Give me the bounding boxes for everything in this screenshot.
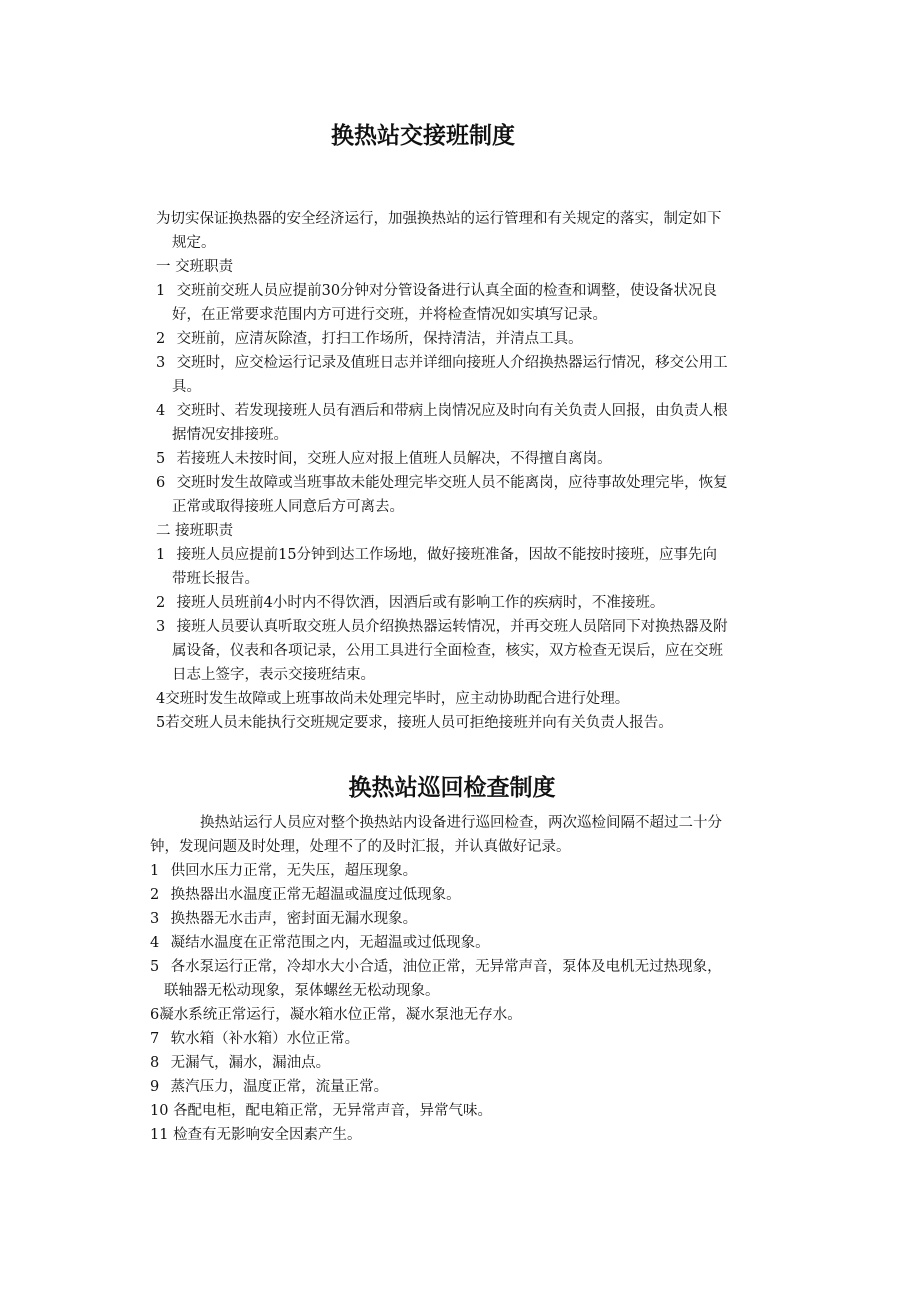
item-text: 交班前，应清灰除渣，打扫工作场所，保持清洁，并清点工具。 xyxy=(176,331,583,347)
item-text: 供回水压力正常，无失压，超压现象。 xyxy=(170,863,418,879)
item-text: 交班前交班人员应提前30分钟对分管设备进行认真全面的检查和调整，使设备状况良 xyxy=(176,283,718,299)
check-item xyxy=(150,907,800,931)
section2-item xyxy=(156,711,796,735)
item-number: 8 xyxy=(150,1055,160,1071)
doc1-intro-line2: 规定。 xyxy=(172,235,216,251)
check-item xyxy=(150,1123,800,1147)
item-number: 4 xyxy=(156,691,166,707)
item-text: 蒸汽压力，温度正常，流量正常。 xyxy=(170,1079,389,1095)
check-item xyxy=(150,955,800,1003)
check-item xyxy=(150,1075,800,1099)
item-number: 3 xyxy=(156,355,166,371)
item-text: 检查有无影响安全因素产生。 xyxy=(173,1127,362,1143)
doc1-title: 换热站交接班制度 xyxy=(331,122,515,149)
item-number: 5 xyxy=(156,715,166,731)
item-text: 各配电柜，配电箱正常，无异常声音，异常气味。 xyxy=(173,1103,493,1119)
item-text-cont: 正常或取得接班人同意后方可离去。 xyxy=(172,499,404,515)
doc2-body xyxy=(150,811,800,1147)
item-text: 各水泵运行正常，冷却水大小合适，油位正常，无异常声音，泵体及电机无过热现象， xyxy=(170,959,722,975)
section1-list xyxy=(156,279,796,519)
doc1-intro-line1: 为切实保证换热器的安全经济运行，加强换热站的运行管理和有关规定的落实，制定如下 xyxy=(156,211,722,227)
section1-item xyxy=(156,399,796,447)
item-number: 5 xyxy=(150,959,160,975)
check-item xyxy=(150,1003,800,1027)
item-number: 9 xyxy=(150,1079,160,1095)
check-item xyxy=(150,883,800,907)
item-number: 1 xyxy=(150,863,160,879)
doc2-list xyxy=(150,859,800,1147)
doc2-title: 换热站巡回检查制度 xyxy=(348,774,556,801)
section2-item xyxy=(156,615,796,687)
item-text: 接班人员班前4小时内不得饮酒，因酒后或有影响工作的疾病时，不准接班。 xyxy=(176,595,665,611)
section2-list xyxy=(156,543,796,735)
item-number: 5 xyxy=(156,451,166,467)
check-item xyxy=(150,1051,800,1075)
item-text-cont: 属设备，仪表和各项记录，公用工具进行全面检查，核实，双方检查无误后，应在交班 xyxy=(172,643,723,659)
section1-item xyxy=(156,471,796,519)
item-text: 交班时发生故障或当班事故未能处理完毕交班人员不能离岗，应待事故处理完毕，恢复 xyxy=(176,475,728,491)
doc1-body xyxy=(156,207,796,735)
section1-item xyxy=(156,447,796,471)
item-number: 4 xyxy=(150,935,160,951)
doc2-intro-line2: 钟，发现问题及时处理，处理不了的及时汇报，并认真做好记录。 xyxy=(150,839,571,855)
item-text: 若交班人员未能执行交班规定要求，接班人员可拒绝接班并向有关负责人报告。 xyxy=(165,715,673,731)
section1-item xyxy=(156,351,796,399)
item-number: 11 xyxy=(150,1127,169,1143)
check-item xyxy=(150,1027,800,1051)
item-text: 交班时，应交检运行记录及值班日志并详细向接班人介绍换热器运行情况，移交公用工 xyxy=(176,355,728,371)
section1-item xyxy=(156,279,796,327)
item-number: 2 xyxy=(156,331,166,347)
item-text: 凝水系统正常运行，凝水箱水位正常，凝水泵池无存水。 xyxy=(159,1007,522,1023)
item-text: 交班时发生故障或上班事故尚未处理完毕时，应主动协助配合进行处理。 xyxy=(165,691,630,707)
check-item xyxy=(150,931,800,955)
item-number: 6 xyxy=(156,475,166,491)
item-number: 2 xyxy=(156,595,166,611)
item-text-cont: 联轴器无松动现象，泵体螺丝无松动现象。 xyxy=(164,983,440,999)
section2-heading: 二 接班职责 xyxy=(156,523,234,539)
item-number: 3 xyxy=(156,619,166,635)
item-text: 接班人员要认真听取交班人员介绍换热器运转情况，并再交班人员陪同下对换热器及附 xyxy=(176,619,728,635)
item-text-cont: 据情况安排接班。 xyxy=(172,427,288,443)
item-text: 若接班人未按时间，交班人应对报上值班人员解决，不得擅自离岗。 xyxy=(176,451,612,467)
section1-item xyxy=(156,327,796,351)
check-item xyxy=(150,1099,800,1123)
item-text-cont: 好，在正常要求范围内方可进行交班，并将检查情况如实填写记录。 xyxy=(172,307,607,323)
item-number: 6 xyxy=(150,1007,160,1023)
item-text: 交班时、若发现接班人员有酒后和带病上岗情况应及时向有关负责人回报，由负责人根 xyxy=(176,403,728,419)
section2-item xyxy=(156,687,796,711)
item-number: 2 xyxy=(150,887,160,903)
item-text-cont: 日志上签字，表示交接班结束。 xyxy=(172,667,375,683)
item-text-cont: 具。 xyxy=(172,379,201,395)
doc2-intro-line1: 换热站运行人员应对整个换热站内设备进行巡回检查，两次巡检间隔不超过二十分 xyxy=(200,815,722,831)
section2-item xyxy=(156,591,796,615)
item-text-cont: 带班长报告。 xyxy=(172,571,259,587)
item-text: 接班人员应提前15分钟到达工作场地，做好接班准备，因故不能按时接班，应事先向 xyxy=(176,547,718,563)
section2-item xyxy=(156,543,796,591)
item-text: 换热器出水温度正常无超温或温度过低现象。 xyxy=(170,887,461,903)
item-text: 软水箱（补水箱）水位正常。 xyxy=(170,1031,360,1047)
item-text: 换热器无水击声，密封面无漏水现象。 xyxy=(170,911,418,927)
item-number: 10 xyxy=(150,1103,169,1119)
check-item xyxy=(150,859,800,883)
item-text: 凝结水温度在正常范围之内，无超温或过低现象。 xyxy=(170,935,490,951)
item-number: 7 xyxy=(150,1031,160,1047)
item-number: 1 xyxy=(156,283,166,299)
item-number: 4 xyxy=(156,403,166,419)
section1-heading: 一 交班职责 xyxy=(156,259,234,275)
item-text: 无漏气，漏水，漏油点。 xyxy=(170,1055,331,1071)
item-number: 3 xyxy=(150,911,160,927)
item-number: 1 xyxy=(156,547,166,563)
